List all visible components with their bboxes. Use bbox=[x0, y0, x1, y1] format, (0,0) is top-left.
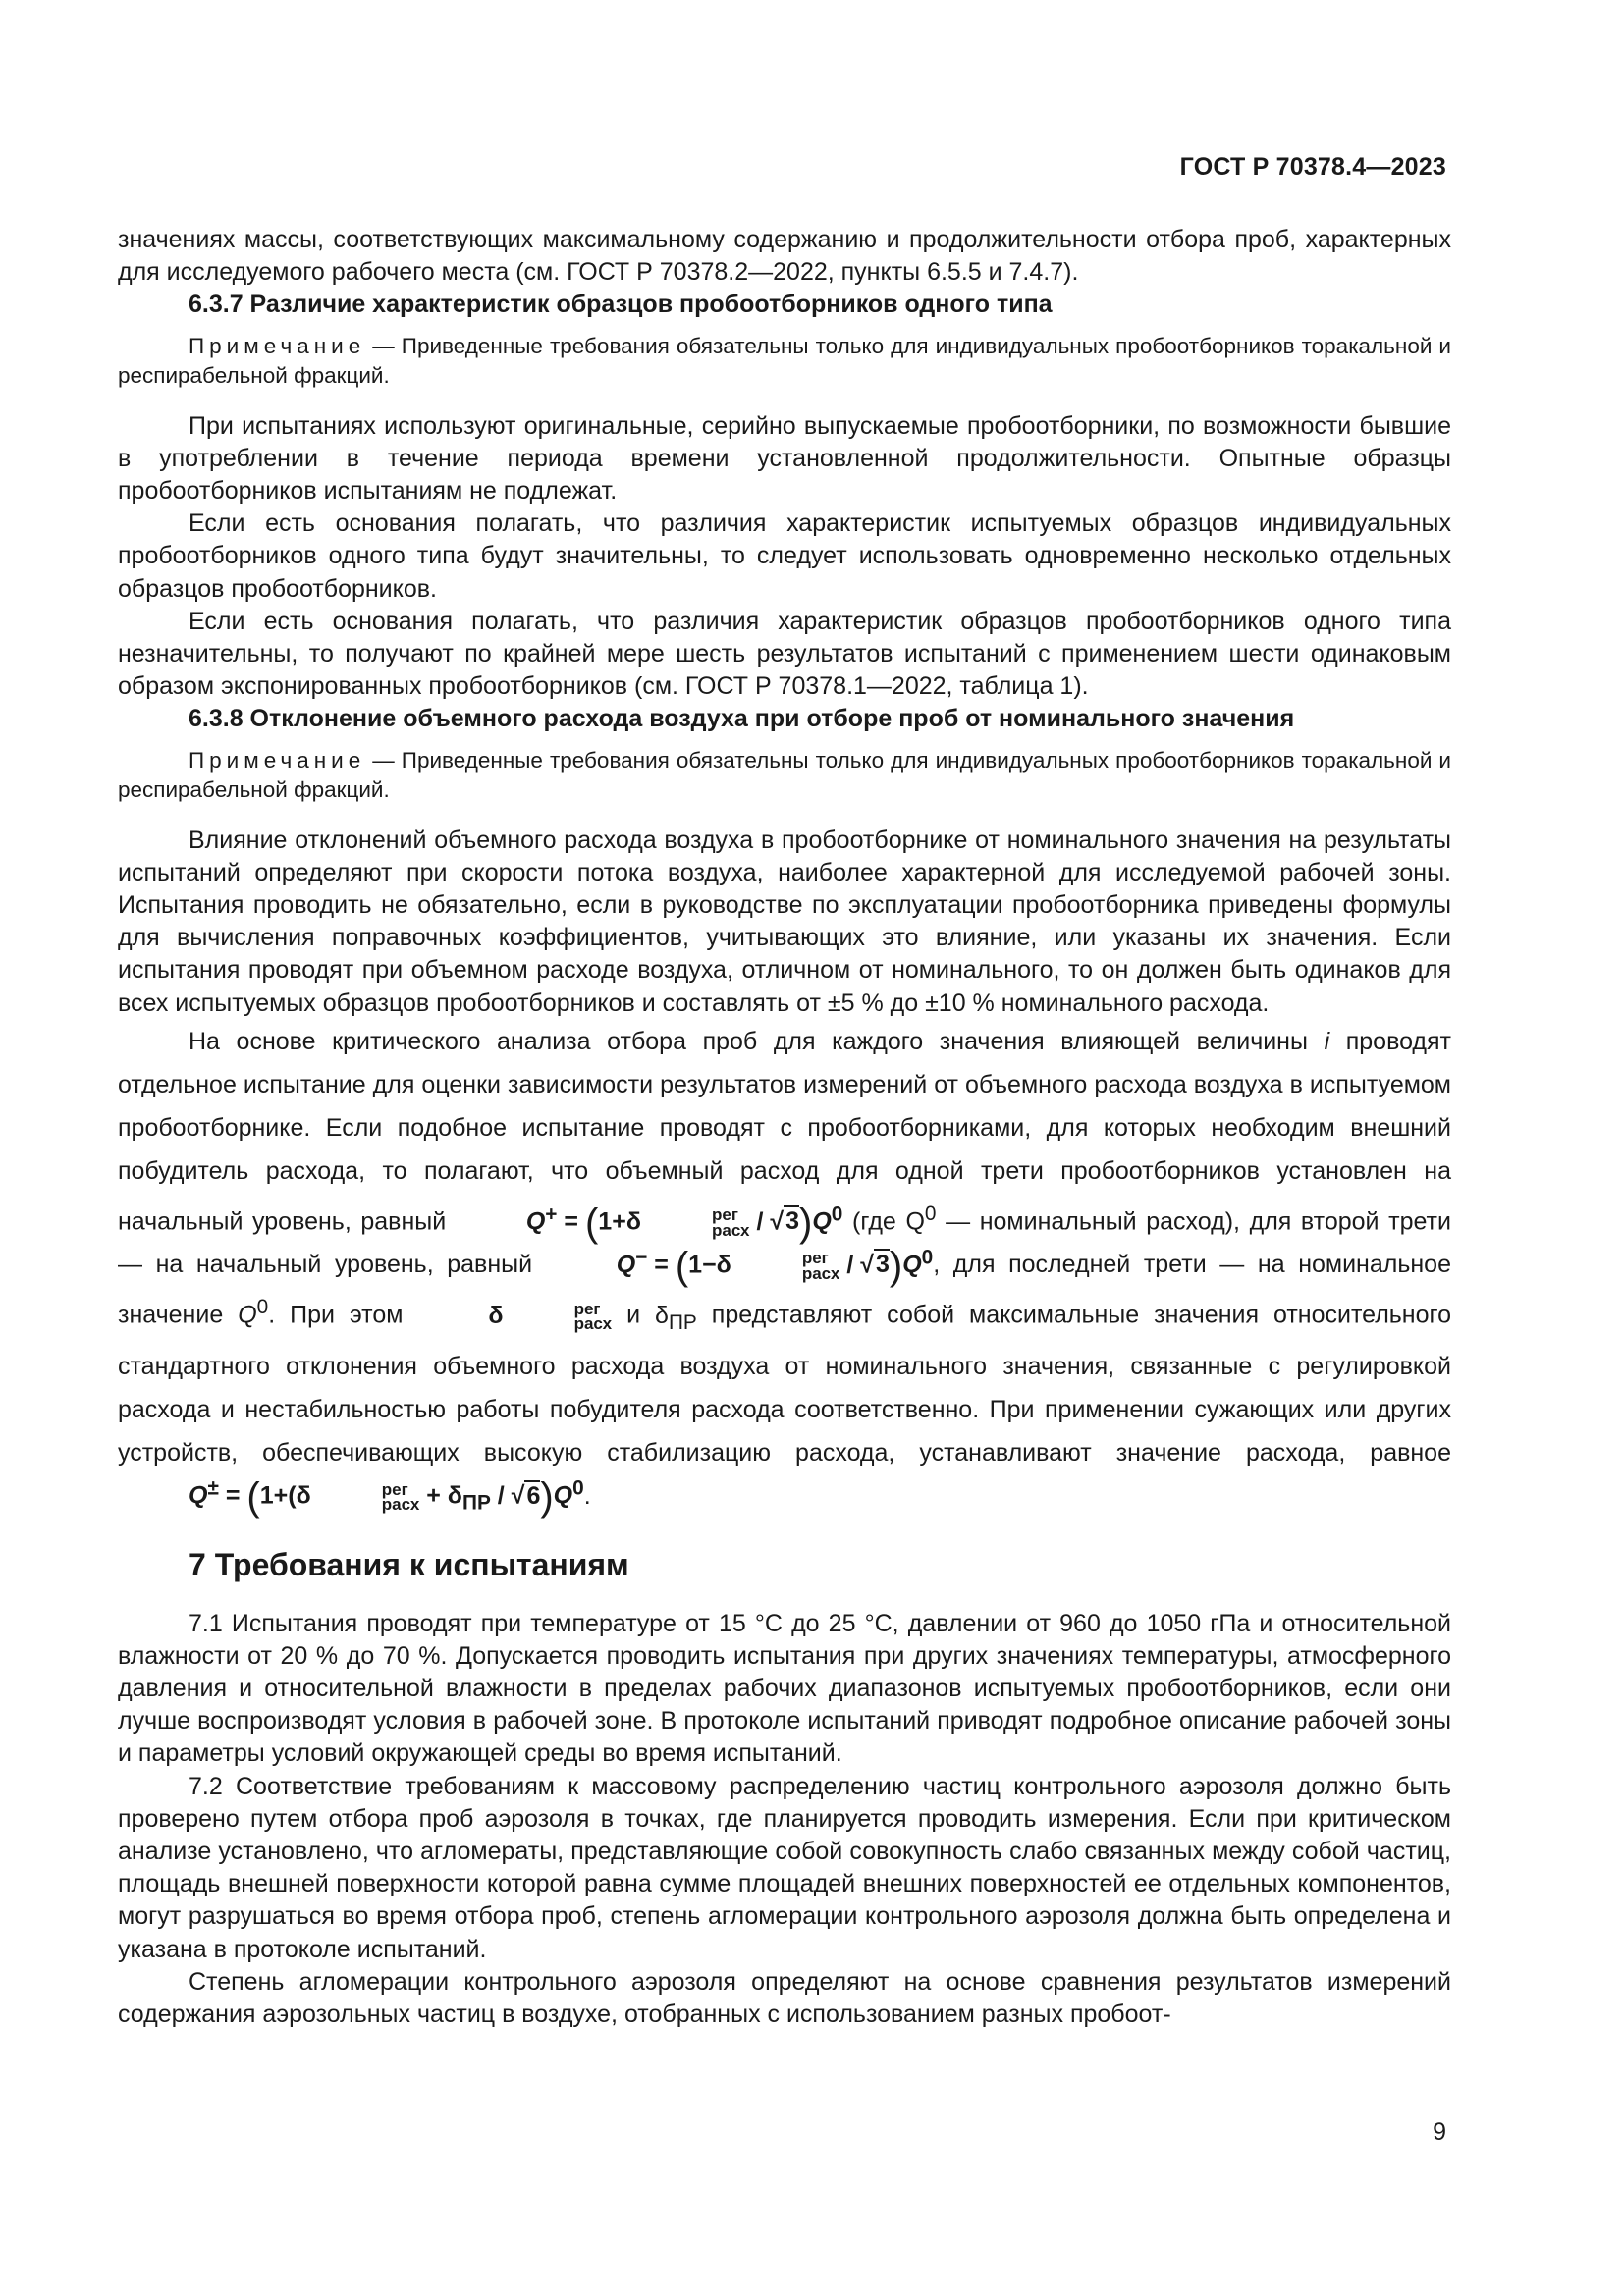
paragraph: Влияние отклонений объемного расхода воздуха в пробоотборнике от номинального значения на результаты испытаний определяют при скорости потока воздуха, наиболее характерной для исследуемой рабочей зоны. Испытания проводить не обязательно, если в руководстве по эксплуатации пробоотборника приведены формулы для вычисления поправочных коэффициентов, учитывающих это влияние, или указаны их значения. Если испытания проводят при объемном расходе воздуха, отличном от номинального, то он должен быть одинаков для всех испытуемых образцов пробоотборников и составлять от ±5 % до ±10 % номинального расхода. bbox=[118, 826, 1451, 1017]
paragraph-7-1: 7.1 Испытания проводят при температуре от 15 °С до 25 °С, давлении от 960 до 1050 гПа и относительной влажности от 20 % до 70 %. Допускается проводить испытания при других значениях температуры, атмосферного давления и относительной влажности в пределах рабочих диапазонов испытуемых пробоотборников, если они лучше воспроизводят условия в рабочей зоне. В протоколе испытаний приводят подробное описание рабочей зоны и параметры условий окружающей среды во время испытаний. bbox=[118, 1609, 1451, 1768]
paragraph-with-formulas: На основе критического анализа отбора проб для каждого значения влияющей величины i проводят отдельное испытание для оценки зависимости результатов измерений от объемного расхода воздуха в испытуемом пробоотборнике. Если подобное испытание проводят с пробоотборниками, для которых необходим внешний побудитель расхода, то полагают, что объемный расход для одной трети пробоотборников установлен на начальный уровень, равный Q+ = (1+δ рег расх / $√3)Q^0$ (где $Q^0$ — номинальный расход), для второй трети — на начальный уровень, равный Q− = (1−δ рег расх / $√3)Q^0$, для последней трети — на номинальное значение $Q^0$. При этом δ рег расх и $\delta_{ПР}$ представляют собой максимальные значения относительного стандартного отклонения объемного расхода воздуха от номинального значения, связанные с регулировкой расхода и нестабильностью работы побудителя расхода соответственно. При применении сужающих или других устройств, обеспечивающих высокую стабилизацию расхода, устанавливают значение расхода, равное Q± = (1+(δ рег расх + $\delta_{ПР} / √6)Q^0$. bbox=[118, 1027, 1451, 1519]
note-label: Примечание bbox=[189, 333, 366, 358]
paragraph: Степень агломерации контрольного аэрозоля определяют на основе сравнения результатов измерений содержания аэрозольных частиц в воздухе, отобранных с использованием разных пробоот- bbox=[118, 1967, 1451, 2028]
page-content bbox=[118, 224, 1451, 2031]
paragraph: Если есть основания полагать, что различия характеристик испытуемых образцов индивидуальных пробоотборников одного типа будут значительны, то следует использовать одновременно несколько отдельных образцов пробоотборников. bbox=[118, 509, 1451, 603]
note-6-3-7 bbox=[118, 332, 1451, 391]
note-label: Примечание bbox=[189, 747, 366, 773]
formula-q-plus: Q+ = (1+δ рег расх / $√3)Q^0$ bbox=[525, 1201, 843, 1245]
delta-pr-symbol: $\delta_{ПР}$ bbox=[655, 1301, 697, 1334]
formula-q-minus: Q− = (1−δ рег расх / $√3)Q^0$ bbox=[616, 1244, 934, 1288]
note-text: — Приведенные требования обязательны только для индивидуальных пробоотборников торакальной и респирабельной фракций. bbox=[118, 333, 1451, 388]
section-heading-7: 7 Требования к испытаниям bbox=[189, 1546, 629, 1582]
note-6-3-8 bbox=[118, 746, 1451, 805]
subsection-heading-6-3-7: 6.3.7 Различие характеристик образцов пробоотборников одного типа bbox=[189, 291, 1053, 319]
page-number: 9 bbox=[1433, 2118, 1446, 2146]
paragraph: При испытаниях используют оригинальные, серийно выпускаемые пробоотборники, по возможности бывшие в употреблении в течение периода времени установленной продолжительности. Опытные образцы пробоотборников испытаниям не подлежат. bbox=[118, 411, 1451, 506]
formula-q-plusminus: Q± = (1+(δ рег расх + $\delta_{ПР} / √6)Q^0$ bbox=[189, 1474, 584, 1519]
formula-delta-reg: δ рег расх bbox=[488, 1299, 613, 1333]
note-text: — Приведенные требования обязательны только для индивидуальных пробоотборников торакальной и респирабельной фракций. bbox=[118, 747, 1451, 802]
paragraph: Если есть основания полагать, что различия характеристик образцов пробоотборников одного типа незначительны, то получают по крайней мере шесть результатов испытаний с применением шести одинаковым образом экспонированных пробоотборников (см. ГОСТ Р 70378.1—2022, таблица 1). bbox=[118, 607, 1451, 701]
document-header: ГОСТ Р 70378.4—2023 bbox=[1179, 153, 1446, 181]
subsection-heading-6-3-8: 6.3.8 Отклонение объемного расхода воздуха при отборе проб от номинального значения bbox=[189, 705, 1295, 733]
paragraph-7-2: 7.2 Соответствие требованиям к массовому распределению частиц контрольного аэрозоля должно быть проверено путем отбора проб аэрозоля в точках, где планируется проводить измерения. Если при критическом анализе установлено, что агломераты, представляющие собой совокупность слабо связанных между собой частиц, площадь внешней поверхности которой равна сумме площадей внешних поверхностей ее отдельных компонентов, могут разрушаться во время отбора проб, степень агломерации контрольного аэрозоля должна быть определена и указана в протоколе испытаний. bbox=[118, 1772, 1451, 1963]
continued-paragraph: значениях массы, соответствующих максимальному содержанию и продолжительности отбора проб, характерных для исследуемого рабочего места (см. ГОСТ Р 70378.2—2022, пункты 6.5.5 и 7.4.7). bbox=[118, 226, 1451, 287]
